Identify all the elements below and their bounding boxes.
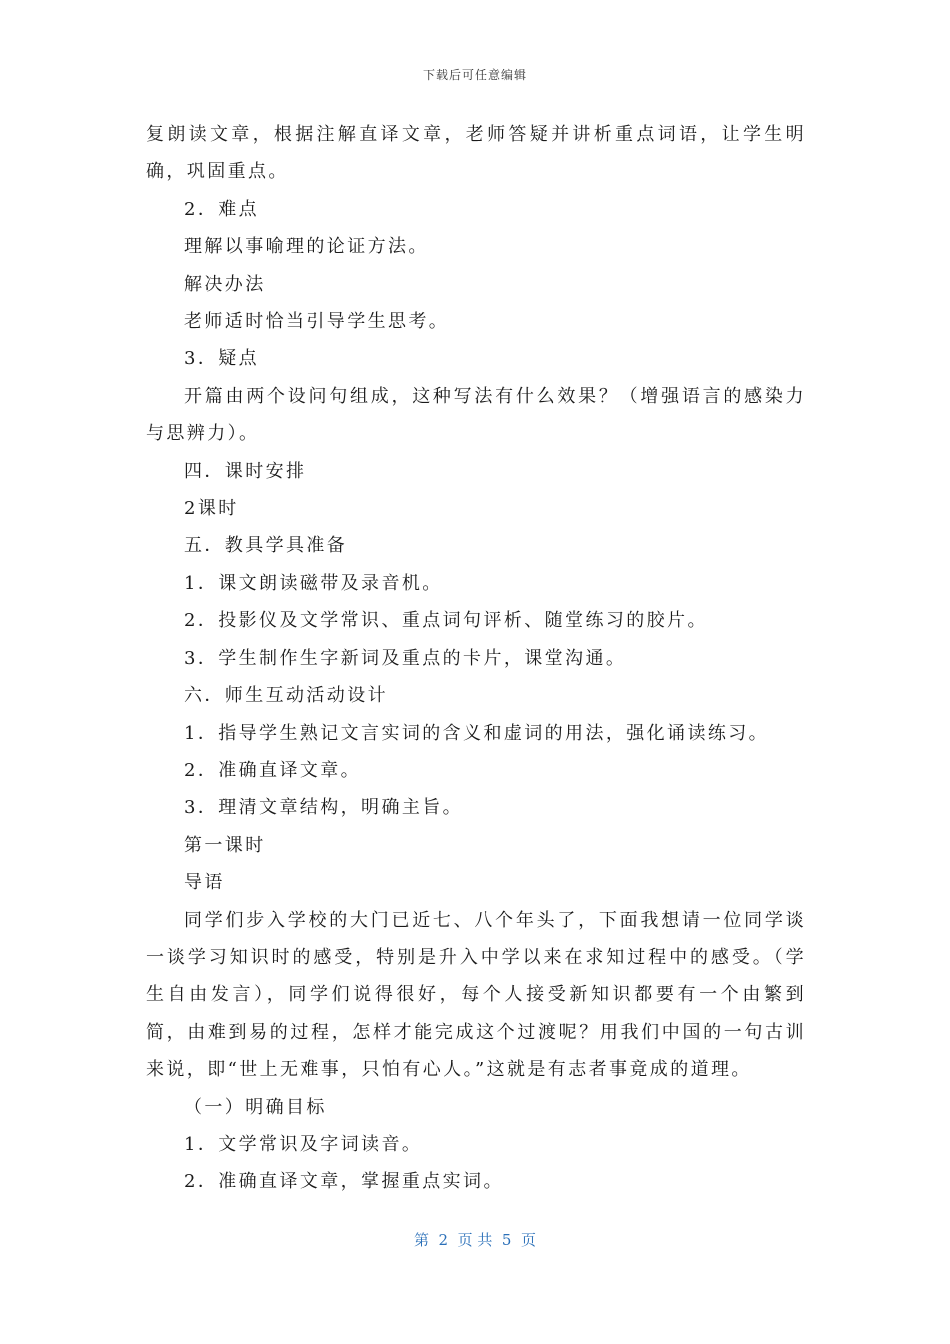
page-header: 下载后可任意编辑 [422, 68, 527, 82]
paragraph: 第一课时 [184, 834, 266, 856]
paragraph: 3．学生制作生字新词及重点的卡片，课堂沟通。 [184, 647, 627, 669]
paragraph: （一）明确目标 [184, 1096, 327, 1118]
paragraph: 1．课文朗读磁带及录音机。 [184, 572, 443, 594]
paragraph: 2．准确直译文章。 [184, 759, 362, 781]
paragraph: 五．教具学具准备 [184, 535, 348, 557]
paragraph: 开篇由两个设问句组成，这种写法有什么效果？（增强语言的感染力与思辨力）。 [146, 385, 806, 445]
page-footer: 第 2 页 共 5 页 [414, 1231, 536, 1249]
paragraph: 理解以事喻理的论证方法。 [184, 236, 429, 258]
paragraph: 2．投影仪及文学常识、重点词句评析、随堂练习的胶片。 [184, 610, 708, 632]
paragraph: 四．课时安排 [184, 460, 307, 482]
paragraph: 复朗读文章，根据注解直译文章，老师答疑并讲析重点词语，让学生明确，巩固重点。 [146, 124, 806, 183]
paragraph: 导语 [184, 872, 225, 894]
paragraph: 3．理清文章结构，明确主旨。 [184, 797, 464, 819]
paragraph: 1．指导学生熟记文言实词的含义和虚词的用法，强化诵读练习。 [184, 722, 770, 744]
paragraph: 2．难点 [184, 198, 260, 220]
document-body [146, 116, 806, 1201]
paragraph: 同学们步入学校的大门已近七、八个年头了，下面我想请一位同学谈一谈学习知识时的感受，特别是升入中学以来在求知过程中的感受。（学生自由发言），同学们说得很好，每个人接受新知识都要有一个由繁到简，由难到易的过程，怎样才能完成这个过渡呢？用我们中国的一句古训来说，即“世上无难事，只怕有心人。”这就是有志者事竟成的道理。 [146, 909, 806, 1081]
paragraph: 老师适时恰当引导学生思考。 [184, 311, 450, 333]
paragraph: 1．文学常识及字词读音。 [184, 1133, 423, 1155]
paragraph: 2．准确直译文章，掌握重点实词。 [184, 1171, 504, 1193]
paragraph: 解决办法 [184, 273, 266, 295]
paragraph: 2课时 [184, 498, 239, 520]
paragraph: 六．师生互动活动设计 [184, 685, 388, 707]
paragraph: 3．疑点 [184, 348, 260, 370]
